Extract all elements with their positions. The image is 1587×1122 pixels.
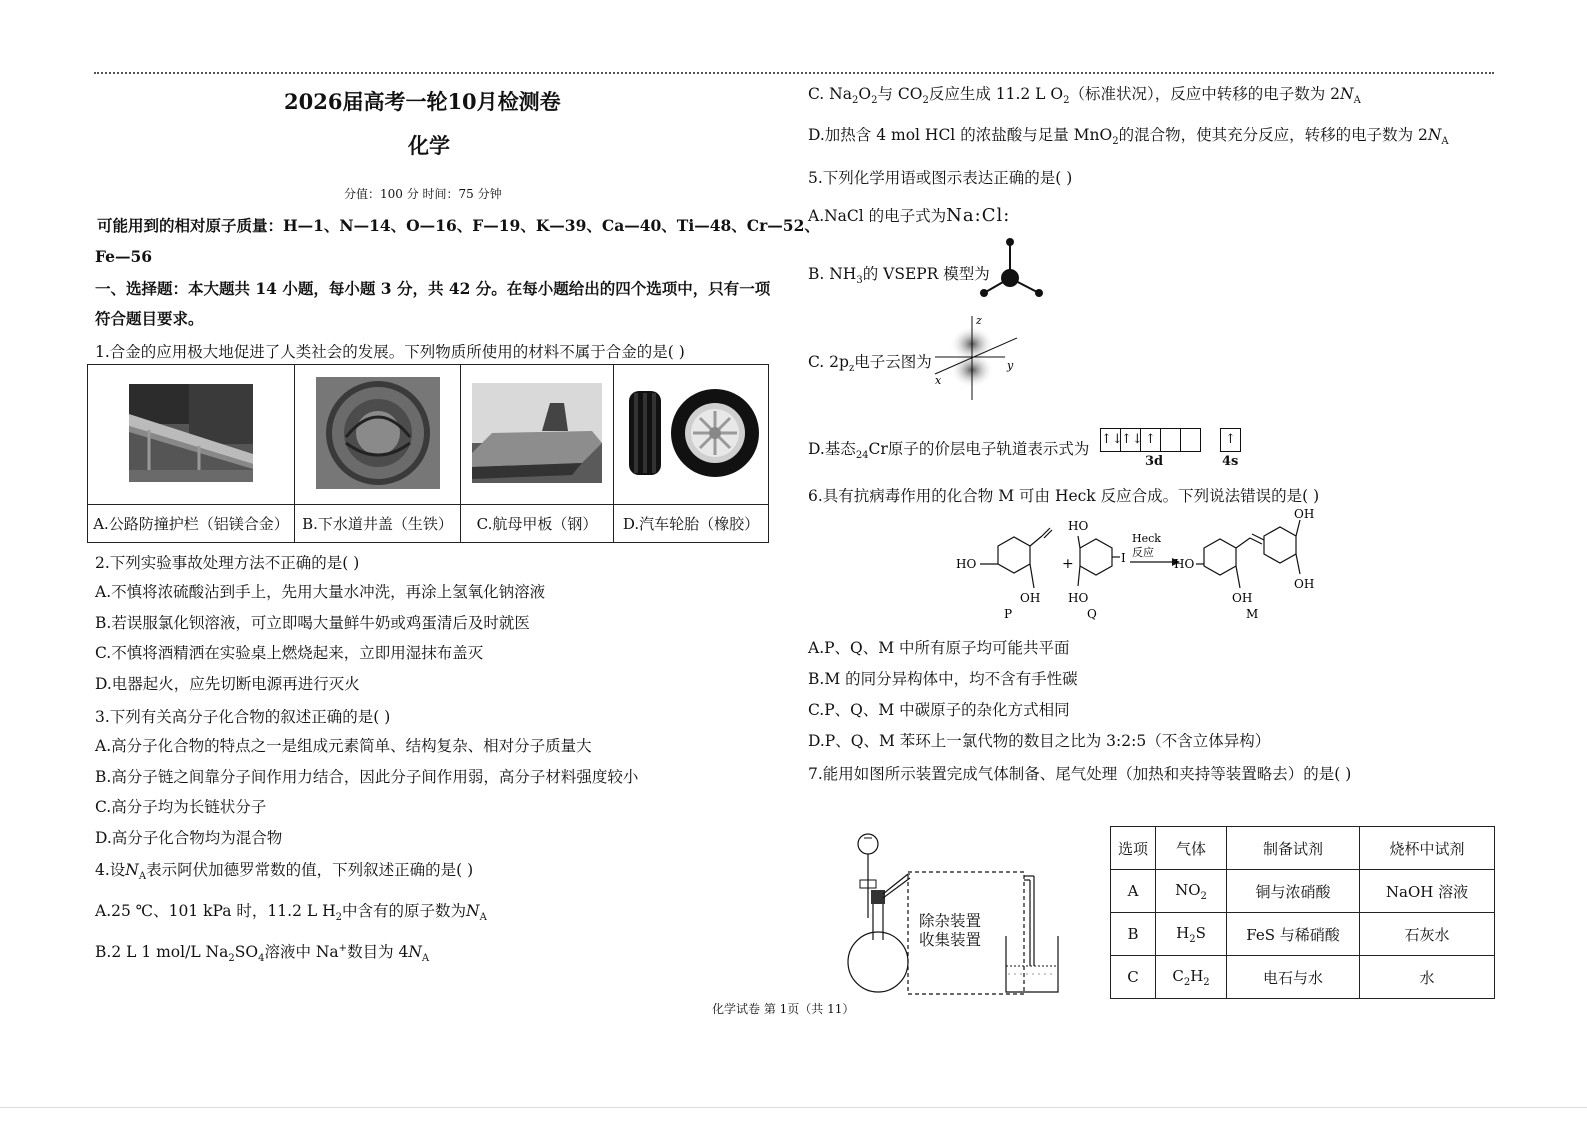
q1-option-c: C.航母甲板（钢） bbox=[461, 505, 614, 543]
orbital-3d-1: ↑↓ bbox=[1100, 428, 1121, 452]
q5-stem: 5.下列化学用语或图示表达正确的是( ) bbox=[808, 169, 1073, 187]
gas-table-row-a-beaker: NaOH 溶液 bbox=[1360, 870, 1495, 913]
q6-option-b: B.M 的同分异构体中，均不含有手性碳 bbox=[808, 670, 1078, 688]
nacl-electron-formula: Na:Cl: bbox=[946, 205, 1011, 226]
axis-z-label: z bbox=[976, 314, 982, 327]
manhole-cover-photo-icon bbox=[316, 377, 440, 489]
gas-table-row-c-beaker: 水 bbox=[1360, 956, 1495, 999]
gas-table-row-b-prep: FeS 与稀硝酸 bbox=[1227, 913, 1360, 956]
q6-option-c: C.P、Q、M 中碳原子的杂化方式相同 bbox=[808, 701, 1070, 719]
q1-image-carrier bbox=[461, 365, 614, 505]
q3-stem: 3.下列有关高分子化合物的叙述正确的是( ) bbox=[95, 708, 391, 726]
q6-option-a: A.P、Q、M 中所有原子均可能共平面 bbox=[808, 639, 1070, 657]
gas-table-header-beaker: 烧杯中试剂 bbox=[1360, 827, 1495, 870]
atomic-mass-line2: Fe—56 bbox=[95, 247, 153, 266]
q5-option-c: C. $2p_z$电子云图为 bbox=[808, 353, 932, 375]
gas-table-row-c-prep: 电石与水 bbox=[1227, 956, 1360, 999]
gas-table-row-b-beaker: 石灰水 bbox=[1360, 913, 1495, 956]
svg-text:OH: OH bbox=[1294, 507, 1315, 521]
orbital-4s: ↑ bbox=[1220, 428, 1241, 452]
gas-table-row-c-gas: $C_2H_2$ bbox=[1156, 956, 1227, 999]
heck-reaction-scheme bbox=[950, 506, 1330, 626]
bottom-edge bbox=[0, 1107, 1587, 1122]
gas-table-header-option: 选项 bbox=[1111, 827, 1156, 870]
q4-option-d: D.加热含 4 mol HCl 的浓盐酸与足量 MnO$_2$的混合物，使其充分反应，转移的电子数为 $2N_A$ bbox=[808, 126, 1449, 148]
aircraft-carrier-photo-icon bbox=[472, 383, 602, 483]
q1-image-guardrail bbox=[88, 365, 295, 505]
section-heading-line1: 一、选择题：本大题共 14 小题，每小题 3 分，共 42 分。在每小题给出的四个选项中，只有一项 bbox=[95, 279, 771, 298]
svg-text:HO: HO bbox=[1068, 591, 1089, 605]
q3-option-d: D.高分子化合物均为混合物 bbox=[95, 829, 283, 847]
gas-table-row-b-gas: $H_2S$ bbox=[1156, 913, 1227, 956]
q1-image-manhole bbox=[295, 365, 461, 505]
svg-text:OH: OH bbox=[1020, 591, 1041, 605]
q4-option-c: C. $Na_2O_2$与 $CO_2$反应生成 11.2 L $O_2$（标准状况），反应中转移的电子数为 $2N_A$ bbox=[808, 85, 1361, 107]
orbital-3d-label: 3d bbox=[1145, 454, 1164, 469]
gas-table-row-a-option: A bbox=[1111, 870, 1156, 913]
q2-stem: 2.下列实验事故处理方法不正确的是( ) bbox=[95, 554, 360, 572]
q1-material-table bbox=[87, 364, 769, 543]
vsepr-model-icon bbox=[978, 234, 1048, 304]
pz-electron-cloud-icon bbox=[925, 312, 1025, 402]
q3-option-c: C.高分子均为长链状分子 bbox=[95, 798, 267, 816]
orbital-3d-4 bbox=[1161, 428, 1181, 452]
svg-text:OH: OH bbox=[1294, 577, 1315, 591]
q5-option-a: A.NaCl 的电子式为Na:Cl: bbox=[808, 205, 1011, 226]
q2-option-c: C.不慎将酒精洒在实验桌上燃烧起来，立即用湿抹布盖灭 bbox=[95, 644, 484, 662]
svg-text:Heck: Heck bbox=[1132, 532, 1161, 545]
q4-stem: 4.设$N_A$表示阿伏加德罗常数的值，下列叙述正确的是( ) bbox=[95, 861, 474, 883]
q1-image-tire bbox=[614, 365, 769, 505]
q3-option-b: B.高分子链之间靠分子间作用力结合，因此分子间作用弱，高分子材料强度较小 bbox=[95, 768, 639, 786]
q3-option-a: A.高分子化合物的特点之一是组成元素简单、结构复杂、相对分子质量大 bbox=[95, 737, 592, 755]
q2-option-d: D.电器起火，应先切断电源再进行灭火 bbox=[95, 675, 360, 693]
orbital-3d-2: ↑↓ bbox=[1121, 428, 1141, 452]
axis-x-label: x bbox=[935, 374, 942, 387]
gas-table-header-gas: 气体 bbox=[1156, 827, 1227, 870]
gas-table-row-a-gas: $NO_2$ bbox=[1156, 870, 1227, 913]
svg-text:HO: HO bbox=[1174, 557, 1195, 571]
exam-meta: 分值：100 分 时间：75 分钟 bbox=[344, 187, 502, 201]
q1-option-a: A.公路防撞护栏（铝镁合金） bbox=[88, 505, 295, 543]
section-heading-line2: 符合题目要求。 bbox=[95, 309, 204, 328]
subject-title: 化学 bbox=[408, 133, 450, 158]
apparatus-label: 除杂装置 收集装置 bbox=[919, 912, 982, 949]
q7-stem: 7.能用如图所示装置完成气体制备、尾气处理（加热和夹持等装置略去）的是( ) bbox=[808, 765, 1352, 783]
cr-3d-orbital-boxes bbox=[1100, 428, 1201, 452]
gas-table-header-prep: 制备试剂 bbox=[1227, 827, 1360, 870]
q2-option-b: B.若误服氯化钡溶液，可立即喝大量鲜牛奶或鸡蛋清后及时就医 bbox=[95, 614, 530, 632]
orbital-3d-5 bbox=[1181, 428, 1201, 452]
q1-option-d: D.汽车轮胎（橡胶） bbox=[614, 505, 769, 543]
gas-table-row-b-option: B bbox=[1111, 913, 1156, 956]
exam-title: 2026届高考一轮10月检测卷 bbox=[284, 89, 561, 114]
q6-stem: 6.具有抗病毒作用的化合物 M 可由 Heck 反应合成。下列说法错误的是( ) bbox=[808, 487, 1320, 505]
q7-reagent-table bbox=[1110, 826, 1495, 999]
axis-y-label: y bbox=[1007, 359, 1014, 372]
q2-option-a: A.不慎将浓硫酸沾到手上，先用大量水冲洗，再涂上氢氧化钠溶液 bbox=[95, 583, 546, 601]
svg-text:HO: HO bbox=[1068, 519, 1089, 533]
atomic-mass-line1: 可能用到的相对原子质量：H—1、N—14、O—16、F—19、K—39、Ca—40、Ti—48、Cr—52、 bbox=[97, 216, 820, 235]
orbital-4s-label: 4s bbox=[1222, 454, 1239, 469]
page-footer: 化学试卷 第 1页（共 11） bbox=[712, 1002, 855, 1016]
label-m: M bbox=[1246, 607, 1259, 621]
gas-table-row-c-option: C bbox=[1111, 956, 1156, 999]
svg-text:I: I bbox=[1121, 551, 1126, 565]
label-p: P bbox=[1004, 607, 1013, 621]
orbital-3d-3: ↑ bbox=[1141, 428, 1161, 452]
svg-text:反应: 反应 bbox=[1132, 546, 1154, 559]
svg-text:OH: OH bbox=[1232, 591, 1253, 605]
q4-option-b: B.2 L 1 mol/L $Na_2SO_4$溶液中 Na+数目为 $4N_A$ bbox=[95, 942, 430, 965]
q5-option-b: B. $NH_3$的 VSEPR 模型为 bbox=[808, 265, 990, 287]
q4-option-a: A.25 ℃、101 kPa 时，11.2 L $H_2$中含有的原子数为$N_A$ bbox=[95, 902, 487, 924]
q5-option-d: D.基态$_{24}$Cr原子的价层电子轨道表示式为 bbox=[808, 440, 1090, 462]
guardrail-photo-icon bbox=[129, 384, 253, 482]
gas-table-row-a-prep: 铜与浓硝酸 bbox=[1227, 870, 1360, 913]
top-dotted-rule bbox=[94, 72, 1494, 74]
q1-option-b: B.下水道井盖（生铁） bbox=[295, 505, 461, 543]
svg-text:HO: HO bbox=[956, 557, 977, 571]
q6-option-d: D.P、Q、M 苯环上一氯代物的数目之比为 3:2:5（不含立体异构） bbox=[808, 732, 1271, 750]
q1-stem: 1.合金的应用极大地促进了人类社会的发展。下列物质所使用的材料不属于合金的是( ) bbox=[95, 343, 685, 361]
svg-text:+: + bbox=[1062, 556, 1074, 572]
label-q: Q bbox=[1087, 607, 1097, 621]
car-tire-photo-icon bbox=[621, 383, 761, 483]
